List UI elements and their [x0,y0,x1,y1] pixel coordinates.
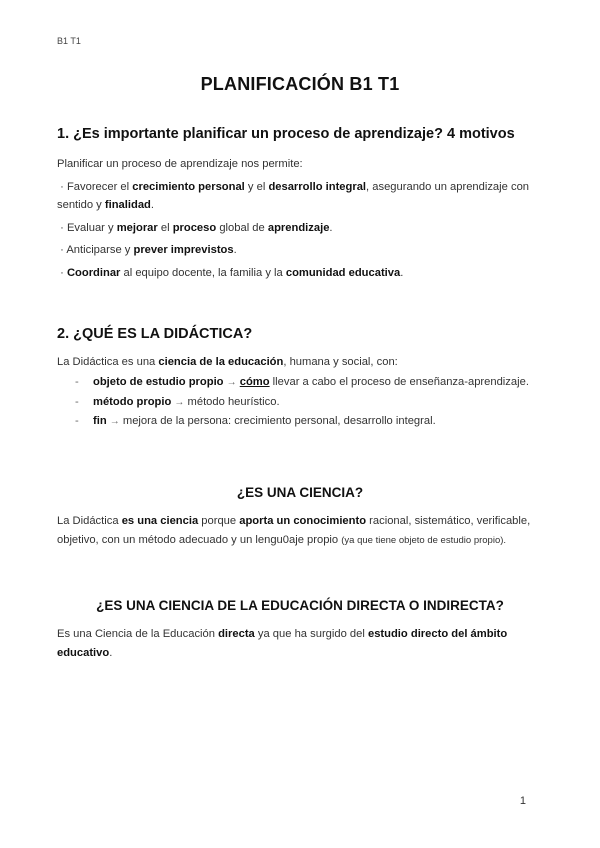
section-2-intro: La Didáctica es una ciencia de la educación, humana y social, con: [57,356,398,368]
arrow-icon: → [109,416,120,427]
list-item: · Coordinar al equipo docente, la familia y la comunidad educativa. [57,266,404,279]
section-4-paragraph: Es una Ciencia de la Educación directa ya que ha surgido del estudio directo del ámbito educativo. [57,628,508,659]
section-2-heading: 2. ¿QUÉ ES LA DIDÁCTICA? [57,326,253,342]
page-header: B1 T1 [57,36,81,46]
page-number: 1 [519,795,526,807]
arrow-icon: → [226,377,237,388]
section-1-intro: Planificar un proceso de aprendizaje nos permite: [57,158,303,170]
list-item: · Favorecer el crecimiento personal y el desarrollo integral, asegurando un aprendizaje con sentido y finalidad. [57,180,530,211]
section-3-heading: ¿ES UNA CIENCIA? [236,485,364,500]
section-1-heading: 1. ¿Es importante planificar un proceso de aprendizaje? 4 motivos [57,126,515,142]
arrow-icon: → [174,396,185,408]
list-item: - método propio → método heurístico. [57,393,537,413]
list-item: - fin → mejora de la persona: crecimiento personal, desarrollo integral. [57,412,537,432]
section-3-paragraph: La Didáctica es una ciencia porque aporta un conocimiento racional, sistemático, verificable, objetivo, con un método adecuado y un lengu0aje propio (ya que tiene objeto de estudio propio). [57,515,531,546]
dash-bullet: - [75,376,79,388]
didactica-features-list [57,373,537,432]
document-title: PLANIFICACIÓN B1 T1 [200,74,400,94]
section-4-heading: ¿ES UNA CIENCIA DE LA EDUCACIÓN DIRECTA O INDIRECTA? [96,598,504,613]
motives-list [57,178,537,283]
section-1-content [57,155,537,286]
dash-bullet: - [75,415,79,427]
list-item: · Anticiparse y prever imprevistos. [57,244,237,256]
list-item: · Evaluar y mejorar el proceso global de aprendizaje. [57,221,333,234]
list-item: - objeto de estudio propio → cómo llevar a cabo el proceso de enseñanza-aprendizaje. [57,373,537,393]
dash-bullet: - [75,395,79,408]
